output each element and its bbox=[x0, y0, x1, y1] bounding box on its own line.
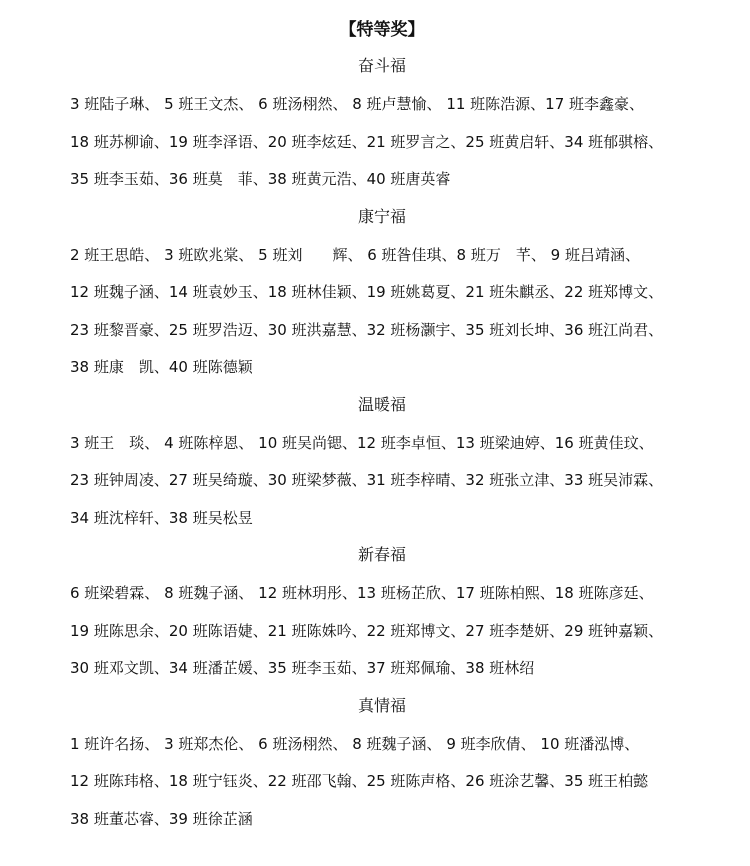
award-section bbox=[70, 543, 694, 688]
winner-line: 38 班康 凯、40 班陈德颖 bbox=[70, 358, 253, 376]
award-sections bbox=[70, 54, 694, 838]
award-section bbox=[70, 205, 694, 387]
award-section bbox=[70, 694, 694, 839]
winner-line: 23 班黎晋豪、25 班罗浩迈、30 班洪嘉慧、32 班杨灏宇、35 班刘长坤、36 班江尚君、 bbox=[70, 320, 664, 339]
winner-line: 30 班邓文凯、34 班潘芷媛、35 班李玉茹、37 班郑佩瑜、38 班林绍 bbox=[70, 659, 535, 677]
award-section bbox=[70, 393, 694, 538]
winner-list bbox=[70, 425, 694, 538]
winner-line: 38 班董芯睿、39 班徐芷涵 bbox=[70, 809, 253, 828]
winner-line: 19 班陈思余、20 班陈语婕、21 班陈姝吟、22 班郑博文、27 班李楚妍、29 班钟嘉颖、 bbox=[70, 621, 664, 640]
document-title: 【特等奖】 bbox=[339, 20, 425, 40]
winner-line: 12 班魏子涵、14 班袁妙玉、18 班林佳颖、19 班姚葛夏、21 班朱麒丞、22 班郑博文、 bbox=[70, 283, 664, 301]
winner-list bbox=[70, 575, 694, 688]
winner-line: 2 班王思皓、 3 班欧兆棠、 5 班刘 辉、 6 班昝佳琪、8 班万 芊、 9 班吕靖涵、 bbox=[70, 245, 640, 264]
section-heading: 真情福 bbox=[357, 695, 406, 715]
winner-line: 18 班苏柳谕、19 班李泽语、20 班李炫廷、21 班罗言之、25 班黄启轩、34 班郁骐榕、 bbox=[70, 132, 664, 151]
winner-line: 1 班许名扬、 3 班郑杰伦、 6 班汤栩然、 8 班魏子涵、 9 班李欣倩、 10 班潘泓博、 bbox=[70, 734, 640, 753]
winner-line: 3 班陆子琳、 5 班王文杰、 6 班汤栩然、 8 班卢慧愉、 11 班陈浩源、17 班李鑫豪、 bbox=[70, 95, 645, 113]
section-heading: 康宁福 bbox=[357, 206, 406, 226]
section-heading: 温暖福 bbox=[357, 394, 406, 414]
winner-line: 6 班梁碧霖、 8 班魏子涵、 12 班林玥彤、13 班杨芷欣、17 班陈柏熙、18 班陈彦廷、 bbox=[70, 584, 654, 602]
winner-line: 12 班陈玮格、18 班宁钰炎、22 班邵飞翰、25 班陈声格、26 班涂艺馨、35 班王柏懿 bbox=[70, 772, 649, 790]
section-heading: 奋斗福 bbox=[357, 56, 406, 75]
winner-line: 34 班沈梓轩、38 班吴松昱 bbox=[70, 508, 253, 527]
winner-list bbox=[70, 237, 694, 387]
award-section bbox=[70, 54, 694, 199]
winner-line: 3 班王 琰、 4 班陈梓恩、 10 班吴尚锶、12 班李卓恒、13 班梁迪婷、16 班黄佳玟、 bbox=[70, 433, 654, 452]
winner-list bbox=[70, 86, 694, 199]
winner-line: 23 班钟周凌、27 班吴绮璇、30 班梁梦薇、31 班李梓晴、32 班张立津、33 班吴沛霖、 bbox=[70, 471, 664, 489]
section-heading: 新春福 bbox=[357, 545, 406, 564]
winner-list bbox=[70, 726, 694, 839]
winner-line: 35 班李玉茹、36 班莫 菲、38 班黄元浩、40 班唐英睿 bbox=[70, 170, 451, 188]
